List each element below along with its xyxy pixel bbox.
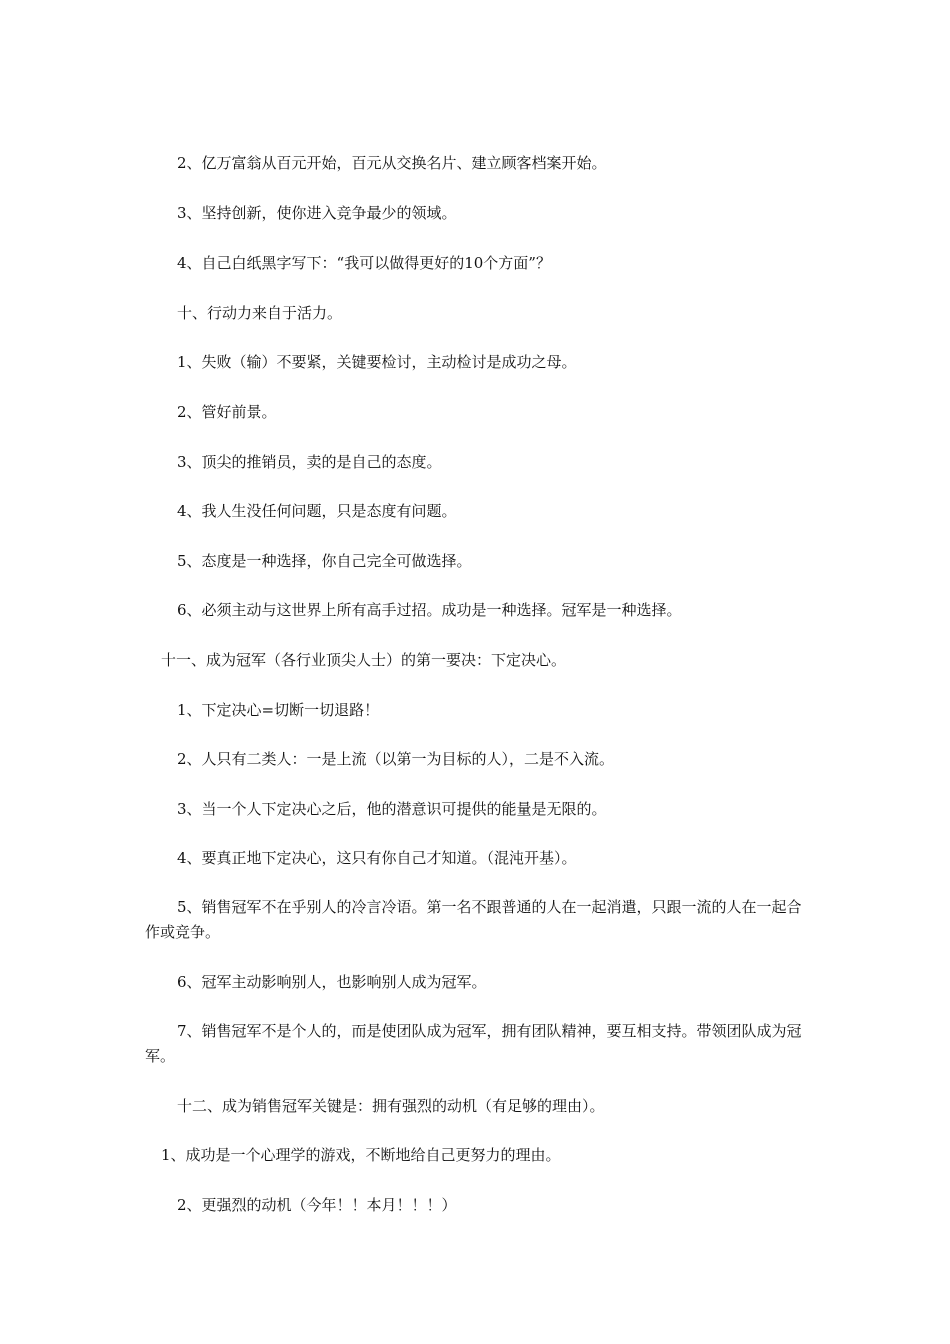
paragraph-10: 6、必须主动与这世界上所有高手过招。成功是一种选择。冠军是一种选择。	[177, 601, 682, 619]
paragraph-17: 6、冠军主动影响别人，也影响别人成为冠军。	[177, 973, 487, 991]
paragraph-16: 5、销售冠军不在乎别人的冷言冷语。第一名不跟普通的人在一起消遣，只跟一流的人在一起合作或竞争。	[145, 898, 802, 941]
paragraph-13: 2、人只有二类人：一是上流（以第一为目标的人），二是不入流。	[177, 750, 615, 768]
paragraph-12: 1、下定决心=切断一切退路！	[177, 701, 380, 719]
paragraph-20: 1、成功是一个心理学的游戏，不断地给自己更努力的理由。	[161, 1146, 561, 1164]
section-heading-11: 十一、成为冠军（各行业顶尖人士）的第一要决：下定决心。	[161, 651, 567, 669]
section-heading-12: 十二、成为销售冠军关键是：拥有强烈的动机（有足够的理由）。	[177, 1097, 605, 1115]
paragraph-8: 4、我人生没任何问题，只是态度有问题。	[177, 502, 457, 520]
paragraph-3: 4、自己白纸黑字写下：“我可以做得更好的10个方面”？	[177, 254, 551, 272]
paragraph-14: 3、当一个人下定决心之后，他的潜意识可提供的能量是无限的。	[177, 800, 607, 818]
paragraph-5: 1、失败（输）不要紧，关键要检讨，主动检讨是成功之母。	[177, 353, 577, 371]
paragraph-15: 4、要真正地下定决心，这只有你自己才知道。（混沌开基）。	[177, 849, 577, 867]
paragraph-6: 2、管好前景。	[177, 403, 277, 421]
paragraph-21: 2、更强烈的动机（今年！！本月！！！）	[177, 1196, 457, 1214]
paragraph-7: 3、顶尖的推销员，卖的是自己的态度。	[177, 453, 442, 471]
paragraph-9: 5、态度是一种选择，你自己完全可做选择。	[177, 552, 472, 570]
paragraph-2: 3、坚持创新，使你进入竞争最少的领域。	[177, 204, 457, 222]
paragraph-18: 7、销售冠军不是个人的，而是使团队成为冠军，拥有团队精神，要互相支持。带领团队成为冠军。	[145, 1022, 802, 1065]
section-heading-10: 十、行动力来自于活力。	[177, 304, 343, 322]
paragraph-1: 2、亿万富翁从百元开始，百元从交换名片、建立顾客档案开始。	[177, 154, 607, 172]
